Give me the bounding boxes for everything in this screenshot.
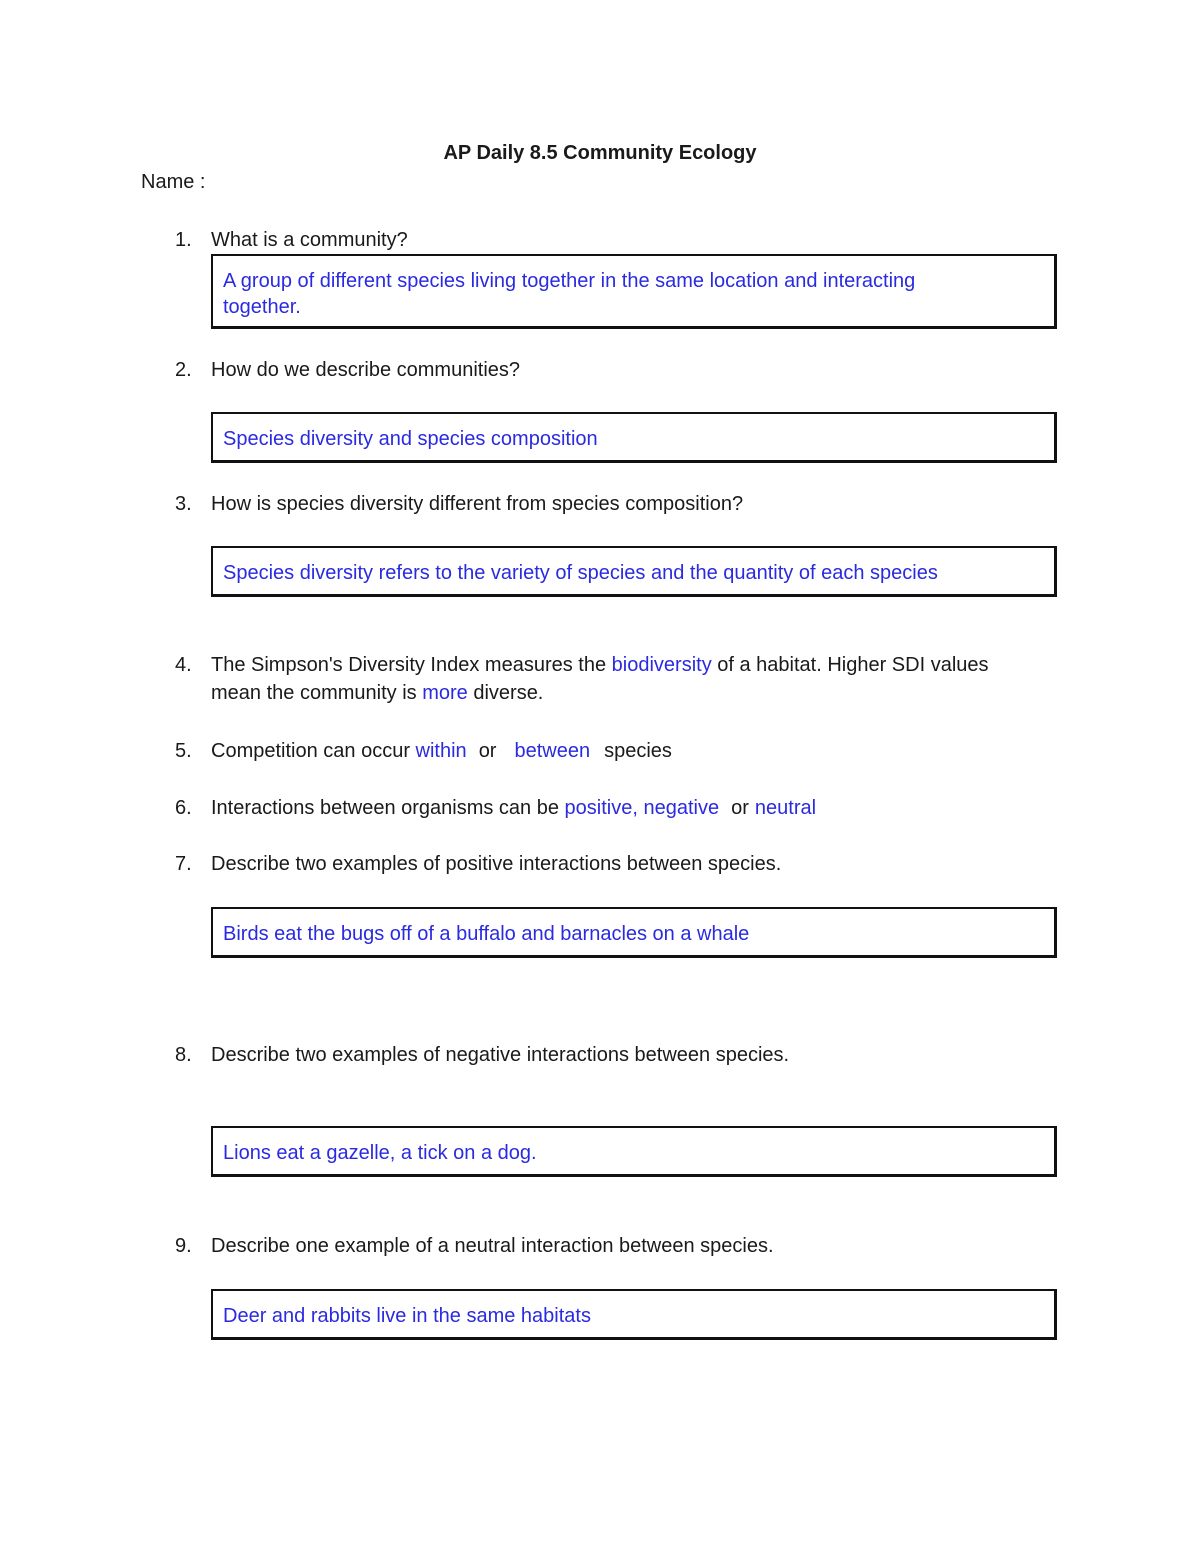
answer-box-7[interactable] bbox=[211, 907, 1057, 958]
question-5-text-a: Competition can occur bbox=[211, 740, 416, 762]
answer-7-text[interactable]: Birds eat the bugs off of a buffalo and barnacles on a whale bbox=[223, 923, 750, 945]
question-5-text-b: or bbox=[478, 740, 497, 762]
question-2-number: 2. bbox=[175, 359, 192, 381]
question-4-text-a: The Simpson's Diversity Index measures the bbox=[211, 654, 612, 676]
question-4-blank-1[interactable]: biodiversity bbox=[611, 654, 712, 676]
question-6-text-a: Interactions between organisms can be bbox=[211, 797, 565, 819]
answer-box-3[interactable] bbox=[211, 546, 1057, 597]
question-1-number: 1. bbox=[175, 229, 192, 251]
page-title: AP Daily 8.5 Community Ecology bbox=[443, 142, 757, 164]
question-4-line-2 bbox=[211, 682, 543, 705]
question-6-line bbox=[211, 797, 816, 820]
question-4-number: 4. bbox=[175, 654, 192, 676]
answer-1-text[interactable]: A group of different species living together in the same location and interacting together. bbox=[223, 270, 916, 318]
question-6-number: 6. bbox=[175, 797, 192, 819]
question-4-text-b: of a habitat. Higher SDI values bbox=[711, 654, 989, 676]
question-2-text: How do we describe communities? bbox=[211, 359, 521, 381]
answer-8-text[interactable]: Lions eat a gazelle, a tick on a dog. bbox=[223, 1142, 537, 1164]
answer-box-2[interactable] bbox=[211, 412, 1057, 463]
question-5-line bbox=[211, 740, 672, 763]
question-3-number: 3. bbox=[175, 493, 192, 515]
answer-3-text[interactable]: Species diversity refers to the variety of species and the quantity of each species bbox=[223, 562, 938, 584]
answer-2-text[interactable]: Species diversity and species composition bbox=[223, 428, 598, 450]
question-9-text: Describe one example of a neutral interaction between species. bbox=[211, 1235, 774, 1257]
answer-box-8[interactable] bbox=[211, 1126, 1057, 1177]
question-6-blank-2[interactable]: neutral bbox=[754, 797, 817, 819]
question-7-text: Describe two examples of positive interactions between species. bbox=[211, 853, 782, 875]
question-6-text-b: or bbox=[731, 797, 749, 819]
question-1-text: What is a community? bbox=[211, 229, 408, 251]
answer-9-text[interactable]: Deer and rabbits live in the same habitats bbox=[223, 1305, 591, 1327]
question-9-number: 9. bbox=[175, 1235, 192, 1257]
question-4-line-1 bbox=[211, 654, 989, 677]
question-3-text: How is species diversity different from species composition? bbox=[211, 493, 744, 515]
question-8-text: Describe two examples of negative interactions between species. bbox=[211, 1044, 790, 1066]
name-label: Name : bbox=[141, 171, 206, 193]
question-4-text-c: mean the community is bbox=[211, 682, 423, 704]
answer-box-9[interactable] bbox=[211, 1289, 1057, 1340]
question-6-blank-1[interactable]: positive, negative bbox=[564, 797, 720, 819]
question-4-blank-2[interactable]: more bbox=[422, 682, 468, 704]
question-8-number: 8. bbox=[175, 1044, 192, 1066]
question-5-number: 5. bbox=[175, 740, 192, 762]
question-5-blank-2[interactable]: between bbox=[514, 740, 591, 762]
answer-box-1[interactable] bbox=[211, 254, 1057, 329]
question-7-number: 7. bbox=[175, 853, 192, 875]
question-5-blank-1[interactable]: within bbox=[415, 740, 467, 762]
question-4-text-d: diverse. bbox=[467, 682, 544, 704]
question-5-text-c: species bbox=[604, 740, 672, 762]
